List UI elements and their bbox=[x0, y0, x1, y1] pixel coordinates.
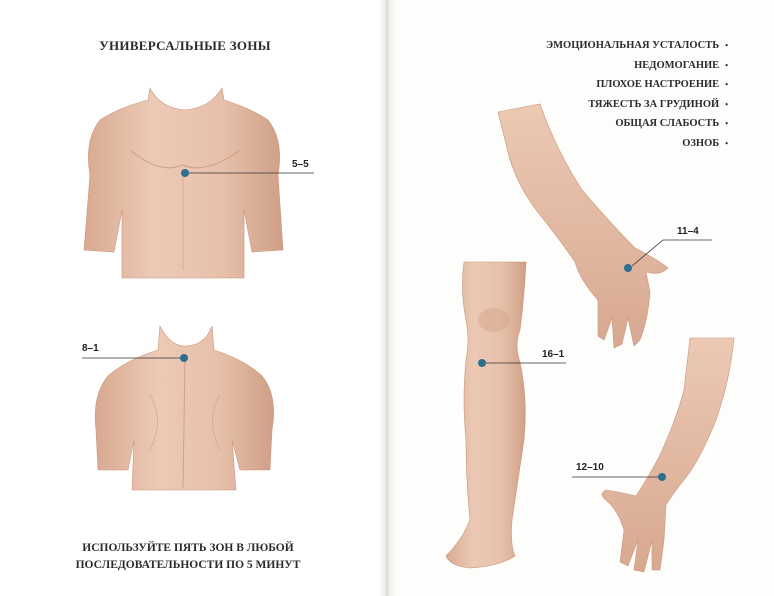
symptom-item: ПЛОХОЕ НАСТРОЕНИЕ • bbox=[596, 79, 728, 90]
page-title: УНИВЕРСАЛЬНЫЕ ЗОНЫ bbox=[99, 38, 271, 53]
symptom-item: ТЯЖЕСТЬ ЗА ГРУДИНОЙ • bbox=[588, 98, 728, 110]
bullet-icon: • bbox=[725, 60, 728, 70]
zone-point-11-4 bbox=[624, 264, 632, 272]
zone-point-16-1 bbox=[478, 359, 486, 367]
zone-label-5-5: 5–5 bbox=[292, 159, 309, 170]
bullet-icon: • bbox=[725, 138, 728, 148]
caption-line-1: ИСПОЛЬЗУЙТЕ ПЯТЬ ЗОН В ЛЮБОЙ bbox=[82, 542, 294, 554]
symptom-item: ОБЩАЯ СЛАБОСТЬ • bbox=[615, 118, 728, 129]
zone-point-12-10 bbox=[658, 473, 666, 481]
zone-point-5-5 bbox=[181, 169, 189, 177]
zone-label-16-1: 16–1 bbox=[542, 349, 565, 360]
kneecap bbox=[478, 308, 510, 332]
leg-figure bbox=[446, 262, 566, 568]
arm-lower-shape bbox=[602, 338, 734, 572]
back-figure bbox=[82, 326, 274, 490]
torso-front-figure bbox=[84, 88, 314, 278]
caption-line-2: ПОСЛЕДОВАТЕЛЬНОСТИ ПО 5 МИНУТ bbox=[75, 559, 301, 571]
torso-front-body bbox=[84, 88, 283, 278]
symptom-list bbox=[546, 36, 728, 153]
zone-label-8-1: 8–1 bbox=[82, 343, 99, 354]
zone-point-8-1 bbox=[180, 354, 188, 362]
leg-shape bbox=[446, 262, 526, 568]
bullet-icon: • bbox=[725, 99, 728, 109]
bullet-icon: • bbox=[725, 80, 728, 89]
symptom-item: ЭМОЦИОНАЛЬНАЯ УСТАЛОСТЬ • bbox=[546, 40, 728, 51]
instruction-caption bbox=[60, 540, 316, 574]
arm-lower-figure bbox=[572, 338, 734, 572]
symptom-item: ОЗНОБ • bbox=[682, 137, 728, 149]
bullet-icon: • bbox=[725, 41, 728, 50]
symptom-item: НЕДОМОГАНИЕ • bbox=[634, 59, 728, 71]
zone-label-11-4: 11–4 bbox=[677, 226, 699, 237]
bullet-icon: • bbox=[725, 119, 728, 128]
zone-label-12-10: 12–10 bbox=[576, 462, 604, 473]
